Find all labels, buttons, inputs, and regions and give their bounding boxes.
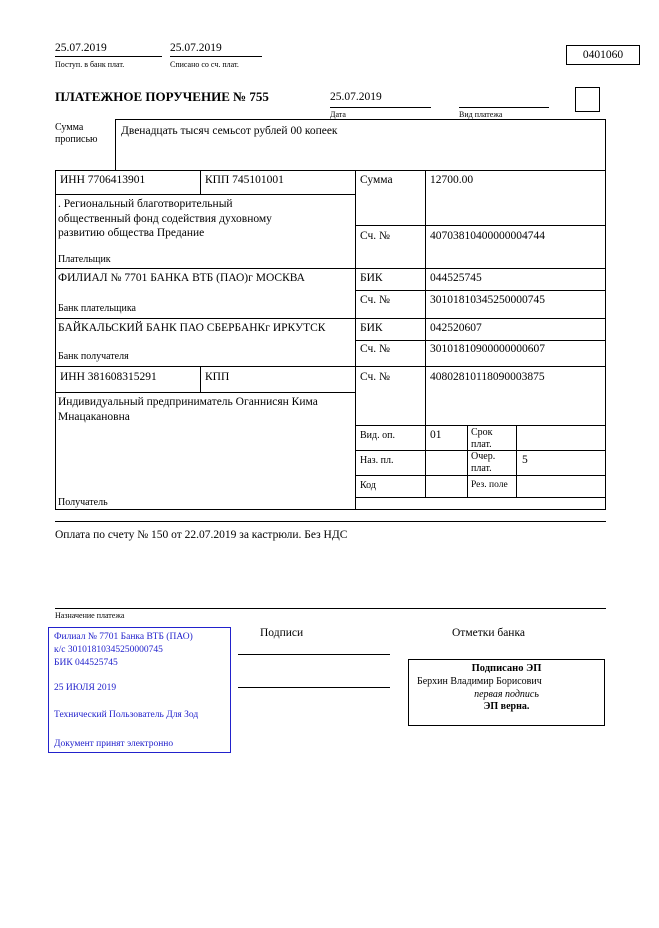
esign-name: Берхин Владимир Борисович bbox=[417, 676, 542, 687]
purpose-code-label: Наз. пл. bbox=[360, 455, 394, 466]
amount-words-label: Сумма прописью bbox=[55, 122, 98, 145]
table-border bbox=[55, 170, 606, 171]
date-received-underline bbox=[55, 56, 162, 57]
payee-bank-name: БАЙКАЛЬСКИЙ БАНК ПАО СБЕРБАНКг ИРКУТСК bbox=[58, 322, 326, 334]
form-code-box bbox=[566, 45, 640, 65]
table-border bbox=[55, 509, 606, 510]
code-label: Код bbox=[360, 480, 376, 491]
priority-value: 5 bbox=[522, 454, 528, 466]
payee-account: 40802810118090003875 bbox=[430, 371, 545, 383]
table-border bbox=[55, 194, 355, 195]
table-border bbox=[425, 170, 426, 497]
op-kind-value: 01 bbox=[430, 429, 442, 441]
bank-marks-label: Отметки банка bbox=[452, 627, 525, 639]
payment-kind-label: Вид платежа bbox=[459, 110, 503, 119]
table-border bbox=[355, 225, 606, 226]
table-border bbox=[355, 425, 606, 426]
payee-bank-bik-label: БИК bbox=[360, 322, 383, 334]
date-received-label: Поступ. в банк плат. bbox=[55, 60, 125, 69]
payee-name: Индивидуальный предприниматель Оганнисян Кима Мнацакановна bbox=[58, 396, 318, 423]
payer-bank-section-label: Банк плательщика bbox=[58, 303, 136, 314]
date-debited-underline bbox=[170, 56, 262, 57]
amount-label: Сумма bbox=[360, 174, 393, 186]
op-kind-label: Вид. оп. bbox=[360, 430, 395, 441]
payee-account-label: Сч. № bbox=[360, 371, 391, 383]
payment-kind-box bbox=[575, 87, 600, 112]
priority-label: Очер. плат. bbox=[471, 451, 496, 474]
bank-stamp-line2: к/с 30101810345250000745 bbox=[54, 645, 163, 655]
amount-words: Двенадцать тысяч семьсот рублей 00 копеек bbox=[121, 125, 338, 137]
doc-title: ПЛАТЕЖНОЕ ПОРУЧЕНИЕ № 755 bbox=[55, 89, 269, 104]
amount-words-box-left bbox=[115, 119, 116, 170]
bank-stamp-status: Документ принят электронно bbox=[54, 739, 174, 749]
payee-bank-account: 30101810900000000607 bbox=[430, 343, 545, 355]
payer-account: 40703810400000004744 bbox=[430, 230, 545, 242]
table-border bbox=[516, 425, 517, 497]
reserve-field-label: Рез. поле bbox=[471, 480, 508, 490]
payer-inn: ИНН 7706413901 bbox=[60, 174, 146, 186]
form-code: 0401060 bbox=[582, 49, 624, 61]
table-border bbox=[355, 290, 606, 291]
payee-kpp-label: КПП bbox=[205, 371, 230, 383]
date-debited: 25.07.2019 bbox=[170, 42, 222, 54]
payer-kpp: КПП 745101001 bbox=[205, 174, 284, 186]
payee-bank-bik: 042520607 bbox=[430, 322, 482, 334]
payee-inn: ИНН 381608315291 bbox=[60, 371, 157, 383]
doc-date-label: Дата bbox=[330, 110, 346, 119]
table-border bbox=[55, 318, 606, 319]
bank-stamp-line1: Филиал № 7701 Банка ВТБ (ПАО) bbox=[54, 632, 193, 642]
amount-words-box-top bbox=[115, 119, 606, 120]
payer-bank-account: 30101810345250000745 bbox=[430, 294, 545, 306]
table-border bbox=[55, 392, 355, 393]
signature-line-2 bbox=[238, 687, 390, 688]
table-border bbox=[355, 475, 606, 476]
payer-bank-name: ФИЛИАЛ № 7701 БАНКА ВТБ (ПАО)г МОСКВА bbox=[58, 272, 305, 284]
table-border bbox=[467, 425, 468, 497]
bank-stamp-operator: Технический Пользователь Для Зод bbox=[54, 710, 199, 720]
doc-date-underline bbox=[330, 107, 431, 108]
payee-bank-section-label: Банк получателя bbox=[58, 351, 129, 362]
table-border bbox=[355, 497, 606, 498]
payer-bank-account-label: Сч. № bbox=[360, 294, 391, 306]
table-border bbox=[355, 340, 606, 341]
payer-name: . Региональный благотворительный общественный фонд содействия духовному развитию общества Предание bbox=[58, 198, 272, 240]
payee-section-label: Получатель bbox=[58, 497, 108, 508]
payer-account-label: Сч. № bbox=[360, 230, 391, 242]
table-border bbox=[55, 366, 606, 367]
date-debited-label: Списано со сч. плат. bbox=[170, 60, 239, 69]
signature-line-1 bbox=[238, 654, 390, 655]
doc-date: 25.07.2019 bbox=[330, 91, 382, 103]
table-border bbox=[200, 170, 201, 194]
payer-bank-bik: 044525745 bbox=[430, 272, 482, 284]
payee-bank-account-label: Сч. № bbox=[360, 343, 391, 355]
bank-stamp-date: 25 ИЮЛЯ 2019 bbox=[54, 683, 117, 693]
table-border bbox=[200, 366, 201, 392]
esign-role: первая подпись bbox=[474, 689, 539, 700]
amount-value: 12700.00 bbox=[430, 174, 474, 186]
purpose-text: Оплата по счету № 150 от 22.07.2019 за кастрюли. Без НДС bbox=[55, 529, 348, 541]
payment-kind-underline bbox=[459, 107, 549, 108]
table-border bbox=[55, 521, 606, 522]
pay-term-label: Срок плат. bbox=[471, 427, 493, 450]
payer-section-label: Плательщик bbox=[58, 254, 111, 265]
date-received: 25.07.2019 bbox=[55, 42, 107, 54]
signatures-label: Подписи bbox=[260, 627, 304, 639]
table-border bbox=[55, 170, 56, 509]
esign-title: Подписано ЭП bbox=[471, 663, 542, 674]
payer-bank-bik-label: БИК bbox=[360, 272, 383, 284]
bank-stamp-line3: БИК 044525745 bbox=[54, 658, 118, 668]
esign-verdict: ЭП верна. bbox=[483, 701, 530, 712]
table-border bbox=[55, 268, 606, 269]
purpose-divider bbox=[55, 608, 606, 609]
purpose-label: Назначение платежа bbox=[55, 611, 125, 620]
